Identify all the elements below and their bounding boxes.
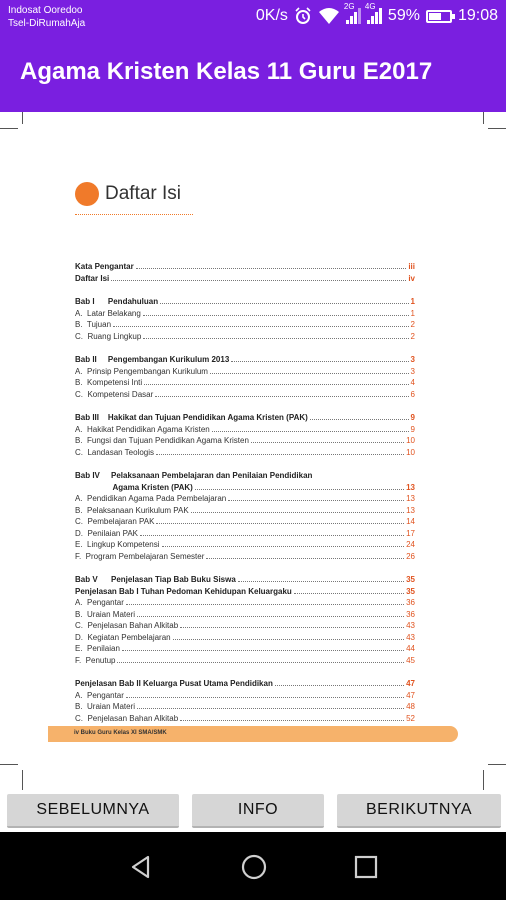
toc-entry-page: 4 [410, 378, 415, 387]
toc-leader-dots [314, 477, 413, 478]
toc-entry-label: Bab V Penjelasan Tiap Bab Buku Siswa [75, 575, 236, 584]
toc-entry-page: 10 [406, 447, 415, 457]
toc-entry-label: D. Penilaian PAK [75, 528, 138, 538]
toc-entry-page: iv [408, 273, 415, 283]
crop-mark [488, 128, 506, 129]
toc-entry [75, 515, 415, 526]
carrier-line-2: Tsel-DiRumahAja [8, 18, 86, 29]
toc-entry-label: Penjelasan Bab I Tuhan Pedoman Kehidupan Keluargaku [75, 586, 292, 596]
carrier-line-1: Indosat Ooredoo [8, 5, 83, 16]
toc-leader-dots [137, 708, 404, 709]
toc-entry-label: C. Pembelajaran PAK [75, 517, 155, 526]
toc-leader-dots [275, 685, 404, 686]
toc-entry [75, 469, 415, 480]
toc-entry-label: C. Penjelasan Bahan Alkitab [75, 713, 179, 723]
toc-entry [75, 353, 415, 364]
toc-entry-label: A. Pengantar [75, 690, 124, 700]
toc-entry-label: B. Kompetensi Inti [75, 378, 143, 387]
toc-entry-page: 43 [406, 632, 415, 642]
toc-leader-dots [111, 280, 406, 281]
status-bar [0, 0, 506, 36]
toc-entry-label: Agama Kristen (PAK) [75, 482, 193, 492]
toc-entry-page: 26 [406, 551, 415, 561]
next-button[interactable]: BERIKUTNYA [337, 794, 501, 828]
toc-entry [75, 654, 415, 665]
toc-entry [75, 631, 415, 642]
toc-entry-label: A. Pengantar [75, 598, 124, 607]
toc-leader-dots [143, 315, 409, 316]
toc-entry [75, 538, 415, 549]
toc-entry [75, 689, 415, 700]
toc-entry-page: 24 [406, 540, 415, 549]
toc-leader-dots [231, 361, 408, 362]
toc-entry [75, 446, 415, 457]
carrier-info [8, 4, 85, 30]
crop-mark [0, 128, 18, 129]
document-viewer[interactable] [0, 112, 506, 790]
toc-entry [75, 642, 415, 653]
toc-entry [75, 585, 415, 596]
app-title: Agama Kristen Kelas 11 Guru E2017 [20, 58, 433, 85]
toc-entry-page: 1 [410, 297, 415, 306]
toc-leader-dots [117, 662, 404, 663]
crop-mark [483, 112, 484, 124]
toc-entry-page: 36 [406, 609, 415, 619]
toc-entry [75, 481, 415, 492]
toc-leader-dots [173, 639, 404, 640]
crop-mark [488, 764, 506, 765]
toc-entry-page: 35 [406, 586, 415, 596]
toc-entry [75, 365, 415, 376]
toc-leader-dots [156, 523, 404, 524]
back-icon[interactable] [128, 854, 154, 880]
toc-entry-label: C. Kompetensi Dasar [75, 389, 154, 399]
home-icon[interactable] [240, 853, 268, 881]
toc-entry-label: A. Prinsip Pengembangan Kurikulum [75, 366, 208, 376]
toc-leader-dots [162, 546, 405, 547]
toc-entry-label: Bab III Hakikat dan Tujuan Pendidikan Agama Kristen (PAK) [75, 413, 308, 422]
wifi-icon [318, 7, 340, 25]
toc-leader-dots [126, 604, 404, 605]
toc-entry [75, 608, 415, 619]
toc-entry-label: A. Latar Belakang [75, 308, 141, 318]
toc-entry-page: 44 [406, 644, 415, 653]
toc-entry-page: iii [408, 262, 415, 271]
toc-entry-label: A. Hakikat Pendidikan Agama Kristen [75, 424, 210, 434]
toc-entry [75, 492, 415, 503]
toc-entry-page: 14 [406, 517, 415, 526]
toc-entry-page: 2 [410, 320, 415, 329]
toc-entry [75, 619, 415, 630]
toc-entry-page: 13 [406, 482, 415, 492]
toc-entry [75, 550, 415, 561]
toc-leader-dots [294, 593, 404, 594]
toc-leader-dots [310, 419, 409, 420]
toc-entry [75, 527, 415, 538]
toc-entry [75, 260, 415, 271]
toc-entry-page: 47 [406, 679, 415, 688]
toc-entry [75, 434, 415, 445]
crop-mark [483, 770, 484, 790]
toc-title: Daftar Isi [105, 183, 182, 204]
toc-leader-dots [195, 489, 404, 490]
toc-entry [75, 504, 415, 515]
toc-leader-dots [155, 396, 408, 397]
status-icons [255, 2, 498, 25]
toc-entry-page: 13 [406, 494, 415, 503]
network-type-2g: 2G [343, 2, 355, 11]
toc-entry-page: 3 [410, 366, 415, 376]
toc-leader-dots [210, 373, 409, 374]
toc-entry [75, 330, 415, 341]
toc-entry [75, 700, 415, 711]
toc-entry-label: C. Landasan Teologis [75, 447, 155, 457]
navigation-bar [0, 832, 506, 900]
toc-entry-label: C. Ruang Lingkup [75, 331, 142, 341]
network-speed: 0K/s [255, 7, 288, 24]
toc-entry-label: E. Lingkup Kompetensi [75, 540, 160, 549]
toc-leader-dots [251, 442, 404, 443]
previous-button[interactable]: SEBELUMNYA [7, 794, 179, 828]
toc-entry-label: B. Uraian Materi [75, 702, 136, 711]
toc-leader-dots [206, 558, 404, 559]
toc-entry-page: 13 [406, 505, 415, 515]
toc-entry [75, 596, 415, 607]
toc-entry-label: B. Tujuan [75, 320, 112, 329]
toc-entry-label: E. Penilaian [75, 644, 120, 653]
toc-entry-label: Daftar Isi [75, 273, 110, 283]
toc-leader-dots [122, 650, 404, 651]
button-bar [0, 790, 506, 832]
toc-entry [75, 423, 415, 434]
toc-entry-label: F. Program Pembelajaran Semester [75, 551, 205, 561]
toc-leader-dots [180, 720, 404, 721]
toc-entry-label: Bab II Pengembangan Kurikulum 2013 [75, 355, 230, 364]
alarm-icon [294, 7, 312, 25]
toc-entry-label: Bab IV Pelaksanaan Pembelajaran dan Penilaian Pendidikan [75, 471, 313, 480]
battery-icon [426, 10, 452, 23]
toc-leader-dots [137, 616, 404, 617]
toc-entry-label: Kata Pengantar [75, 262, 134, 271]
toc-leader-dots [238, 581, 404, 582]
document-page [45, 142, 461, 752]
toc-entry [75, 376, 415, 387]
clock: 19:08 [457, 7, 498, 24]
toc-leader-dots [113, 326, 409, 327]
battery-percent: 59% [387, 7, 420, 24]
toc-entry-page: 52 [406, 713, 415, 723]
toc-underline [75, 214, 193, 215]
toc-entry-label: C. Penjelasan Bahan Alkitab [75, 621, 179, 630]
toc-leader-dots [212, 431, 409, 432]
toc-heading [75, 182, 181, 206]
page-footer: iv Buku Guru Kelas XI SMA/SMK [48, 726, 458, 742]
toc-leader-dots [156, 454, 404, 455]
toc-entry-page: 45 [406, 655, 415, 665]
toc-entry-label: B. Pelaksanaan Kurikulum PAK [75, 505, 189, 515]
toc-entry-page: 9 [410, 424, 415, 434]
toc-leader-dots [126, 697, 404, 698]
toc-entry-label: F. Penutup [75, 655, 116, 665]
toc-leader-dots [140, 535, 404, 536]
toc-entry [75, 272, 415, 283]
battery-level [429, 13, 441, 20]
toc-leader-dots [160, 303, 408, 304]
toc-entry-label: Bab I Pendahuluan [75, 297, 159, 306]
app-bar [0, 36, 506, 112]
toc-entry-page: 6 [410, 389, 415, 399]
toc-entry [75, 318, 415, 329]
toc-entry-page: 47 [406, 690, 415, 700]
toc-leader-dots [180, 627, 404, 628]
toc-entry-label: A. Pendidikan Agama Pada Pembelajaran [75, 494, 227, 503]
toc-entry-page: 43 [406, 621, 415, 630]
toc-entry-page: 48 [406, 702, 415, 711]
toc-entry-page: 9 [410, 413, 415, 422]
toc-entry [75, 295, 415, 306]
toc-leader-dots [136, 268, 407, 269]
toc-entry [75, 712, 415, 723]
network-type-4g: 4G [364, 2, 376, 11]
orange-dot-icon [75, 182, 99, 206]
toc-entry-page: 35 [406, 575, 415, 584]
toc-entry-page: 1 [410, 308, 415, 318]
toc-entry [75, 388, 415, 399]
toc-entry-label: B. Uraian Materi [75, 609, 136, 619]
info-button[interactable]: INFO [192, 794, 324, 828]
toc-leader-dots [144, 384, 408, 385]
toc-entry-page: 2 [410, 331, 415, 341]
toc-leader-dots [143, 338, 408, 339]
toc-entry-page: 10 [406, 436, 415, 445]
toc-entry-label: D. Kegiatan Pembelajaran [75, 632, 171, 642]
recent-apps-icon[interactable] [353, 854, 379, 880]
toc-leader-dots [191, 512, 404, 513]
toc-entry [75, 411, 415, 422]
crop-mark [0, 764, 18, 765]
toc-entry-label: Penjelasan Bab II Keluarga Pusat Utama Pendidikan [75, 679, 273, 688]
toc-entry-page: 36 [406, 598, 415, 607]
toc-entry [75, 677, 415, 688]
crop-mark [22, 112, 23, 124]
toc-entry-label: B. Fungsi dan Tujuan Pendidikan Agama Kristen [75, 436, 249, 445]
crop-mark [22, 770, 23, 790]
toc-entry [75, 307, 415, 318]
toc-entry [75, 573, 415, 584]
toc-entry-page: 3 [410, 355, 415, 364]
toc-entry-page: 17 [406, 528, 415, 538]
toc-leader-dots [228, 500, 404, 501]
